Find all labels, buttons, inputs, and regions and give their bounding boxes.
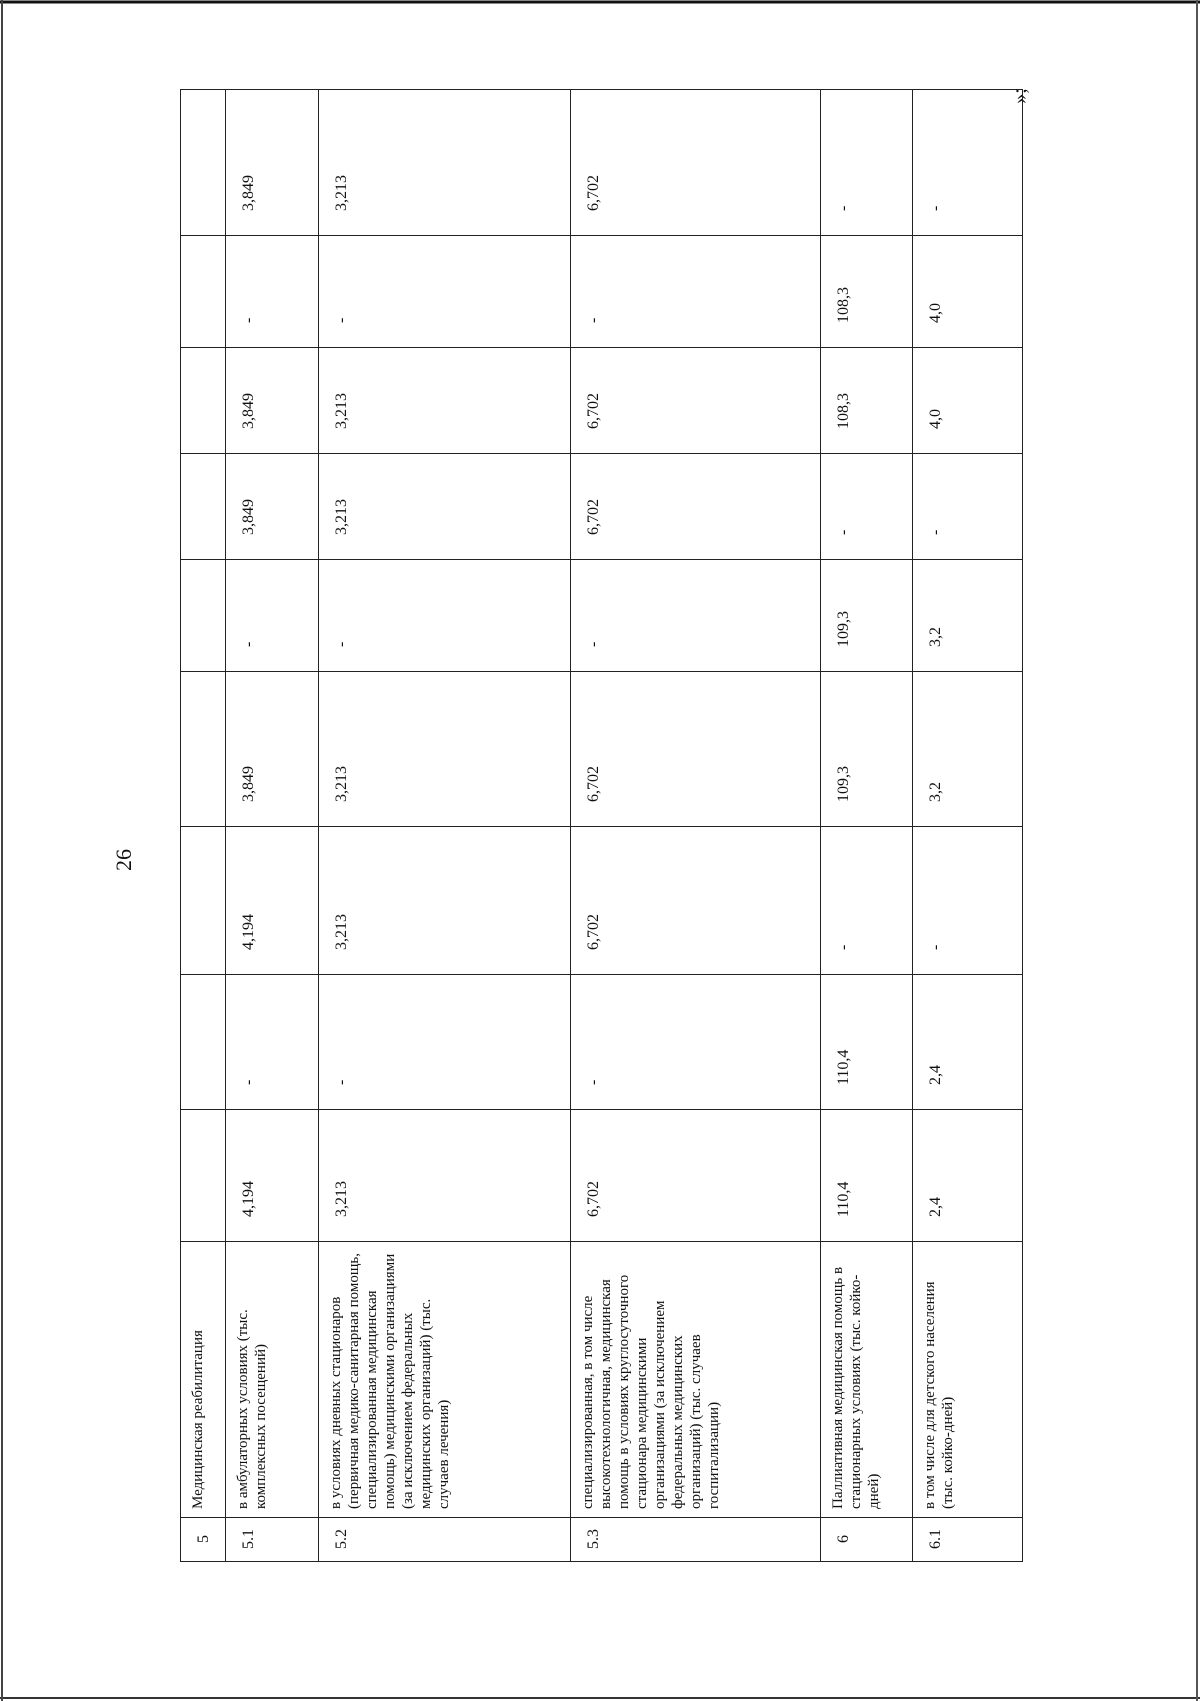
table-row bbox=[181, 90, 226, 1562]
rotated-table-area bbox=[180, 90, 1022, 1562]
table-cell: 6,702 bbox=[571, 1110, 821, 1242]
table-cell: 4,0 bbox=[913, 348, 1023, 454]
table-cell: 3,849 bbox=[226, 90, 319, 236]
table-cell: - bbox=[226, 560, 319, 672]
closing-quote-mark: »; bbox=[1008, 88, 1031, 104]
row-number: 6.1 bbox=[913, 1518, 1023, 1562]
table-cell: 3,213 bbox=[319, 1110, 571, 1242]
table-cell: 108,3 bbox=[821, 236, 913, 348]
table-cell: - bbox=[913, 827, 1023, 975]
row-label: в амбулаторных условиях (тыс. комплексных посещений) bbox=[226, 1242, 319, 1518]
table-cell: - bbox=[226, 236, 319, 348]
healthcare-volume-table bbox=[180, 89, 1023, 1562]
table-cell: 3,213 bbox=[319, 90, 571, 236]
table-row bbox=[571, 90, 821, 1562]
table-cell bbox=[181, 827, 226, 975]
table-cell: 6,702 bbox=[571, 90, 821, 236]
table-cell: - bbox=[913, 90, 1023, 236]
table-cell bbox=[181, 975, 226, 1110]
table-cell: 6,702 bbox=[571, 454, 821, 560]
table-cell bbox=[181, 1110, 226, 1242]
table-cell: - bbox=[821, 90, 913, 236]
table-row bbox=[821, 90, 913, 1562]
table-cell: 2,4 bbox=[913, 1110, 1023, 1242]
table-cell: 110,4 bbox=[821, 1110, 913, 1242]
row-number: 5.1 bbox=[226, 1518, 319, 1562]
row-label: в том числе для детского населения (тыс. койко-дней) bbox=[913, 1242, 1023, 1518]
table-cell: 3,2 bbox=[913, 672, 1023, 827]
table-cell bbox=[181, 90, 226, 236]
table-cell: 3,213 bbox=[319, 454, 571, 560]
table-cell: 2,4 bbox=[913, 975, 1023, 1110]
table-cell: 108,3 bbox=[821, 348, 913, 454]
table-cell: 110,4 bbox=[821, 975, 913, 1110]
row-number: 5 bbox=[181, 1518, 226, 1562]
table-cell: 109,3 bbox=[821, 560, 913, 672]
table-row bbox=[913, 90, 1023, 1562]
table-cell: - bbox=[821, 827, 913, 975]
table-cell bbox=[181, 560, 226, 672]
table-cell: - bbox=[821, 454, 913, 560]
table-cell: 6,702 bbox=[571, 827, 821, 975]
table-cell: - bbox=[319, 975, 571, 1110]
table-cell: - bbox=[571, 560, 821, 672]
table-cell: 3,849 bbox=[226, 348, 319, 454]
table-cell: 3,849 bbox=[226, 454, 319, 560]
table-cell bbox=[181, 348, 226, 454]
row-label: Паллиативная медицинская помощь в стационарных условиях (тыс. койко-дней) bbox=[821, 1242, 913, 1518]
table-cell: - bbox=[319, 236, 571, 348]
table-cell bbox=[181, 454, 226, 560]
row-label: в условиях дневных стационаров (первичная медико-санитарная помощь, специализированная медицинская помощь) медицинскими организациями (за исключением федеральных медицинских организаций) (тыс. случаев лечения) bbox=[319, 1242, 571, 1518]
table-cell: - bbox=[226, 975, 319, 1110]
table-cell bbox=[181, 672, 226, 827]
row-number: 6 bbox=[821, 1518, 913, 1562]
row-number: 5.3 bbox=[571, 1518, 821, 1562]
table-cell: - bbox=[571, 236, 821, 348]
table-cell: 3,213 bbox=[319, 827, 571, 975]
table-cell: 3,213 bbox=[319, 672, 571, 827]
table-cell: - bbox=[319, 560, 571, 672]
table-cell: 4,0 bbox=[913, 236, 1023, 348]
table-row bbox=[226, 90, 319, 1562]
table-cell bbox=[181, 236, 226, 348]
table-cell: 6,702 bbox=[571, 348, 821, 454]
table-rotation-wrapper bbox=[180, 90, 1022, 1562]
table-cell: - bbox=[571, 975, 821, 1110]
table-row bbox=[319, 90, 571, 1562]
row-label: Медицинская реабилитация bbox=[181, 1242, 226, 1518]
table-cell: 3,2 bbox=[913, 560, 1023, 672]
table-cell: 109,3 bbox=[821, 672, 913, 827]
table-cell: 6,702 bbox=[571, 672, 821, 827]
page-number: 26 bbox=[111, 849, 136, 871]
table-cell: - bbox=[913, 454, 1023, 560]
table-cell: 3,849 bbox=[226, 672, 319, 827]
row-label: специализированная, в том числе высокотехнологичная, медицинская помощь в условиях круглосуточного стационара медицинскими организациями (за исключением федеральных медицинских организаций) (тыс. случаев госпитализации) bbox=[571, 1242, 821, 1518]
table-cell: 4,194 bbox=[226, 827, 319, 975]
table-cell: 4,194 bbox=[226, 1110, 319, 1242]
table-cell: 3,213 bbox=[319, 348, 571, 454]
row-number: 5.2 bbox=[319, 1518, 571, 1562]
